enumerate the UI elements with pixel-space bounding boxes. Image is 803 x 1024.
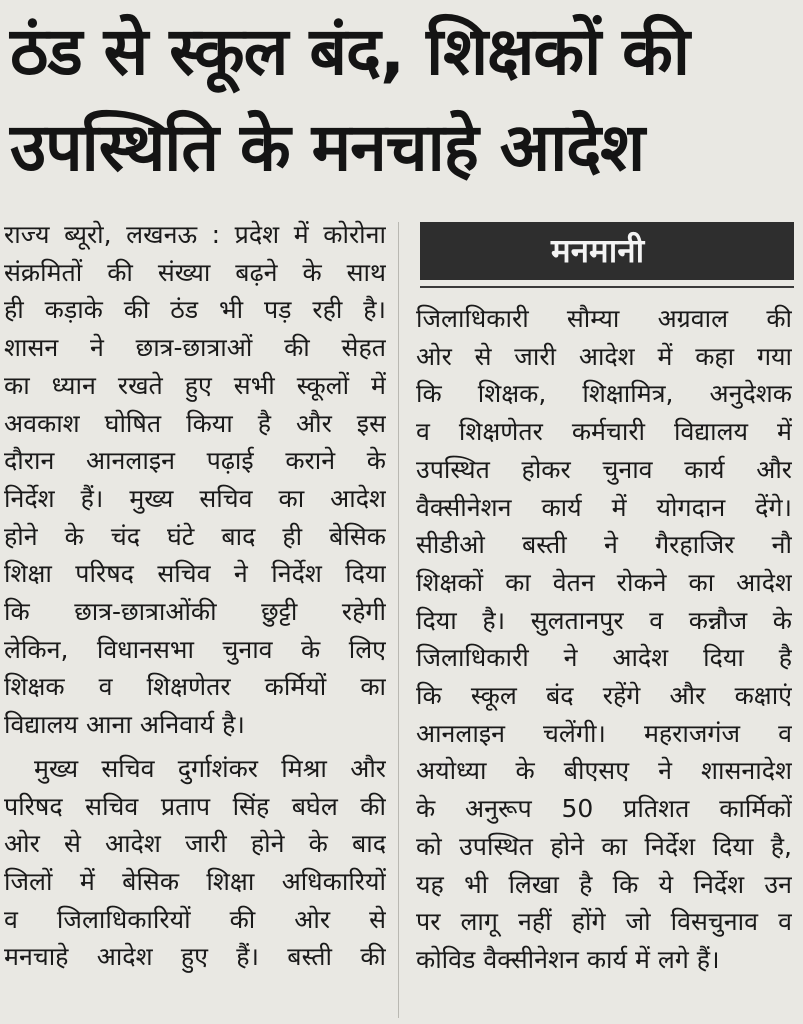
text-line: शिक्षकों का वेतन रोकने का आदेश — [416, 567, 792, 597]
text-line: वैक्सीनेशन कार्य में योगदान देंगे। — [416, 492, 792, 522]
text-line: राज्य ब्यूरो, लखनऊ : प्रदेश में कोरोना — [4, 220, 386, 249]
text-line: को उपस्थित होने का निर्देश दिया है, — [416, 831, 792, 861]
text-line: ओर से आदेश जारी होने के बाद — [4, 829, 386, 859]
text-line: कोविड वैक्सीनेशन कार्य में लगे हैं। — [416, 944, 720, 974]
text-line: व जिलाधिकारियों की ओर से — [4, 904, 386, 934]
text-line: जिलाधिकारी सौम्या अग्रवाल की — [416, 304, 792, 333]
text-line: निर्देश हैं। मुख्य सचिव का आदेश — [4, 483, 386, 513]
text-line: के अनुरूप 50 प्रतिशत कार्मिकों — [416, 794, 792, 824]
text-line: का ध्यान रखते हुए सभी स्कूलों में — [4, 370, 386, 400]
text-line: ओर से जारी आदेश में कहा गया — [416, 341, 792, 371]
text-line: कि छात्र-छात्राओंकी छुट्टी रहेगी — [4, 597, 386, 627]
text-line: संक्रमितों की संख्या बढ़ने के साथ — [4, 257, 386, 287]
text-line: कि स्कूल बंद रहेंगे और कक्षाएं — [416, 681, 792, 711]
text-line: आनलाइन चलेंगी। महराजगंज व — [416, 718, 792, 748]
text-line: शिक्षा परिषद सचिव ने निर्देश दिया — [4, 559, 386, 589]
text-line: शिक्षक व शिक्षणेतर कर्मियों का — [4, 672, 386, 702]
sidebar-label-rule — [420, 286, 794, 288]
text-line: शासन ने छात्र-छात्राओं की सेहत — [4, 333, 386, 363]
column-divider — [398, 222, 399, 1018]
left-column — [4, 216, 386, 976]
text-line: होने के चंद घंटे बाद ही बेसिक — [4, 521, 386, 551]
paragraph-2 — [4, 750, 386, 976]
headline-line-2: उपस्थिति के मनचाहे आदेश — [10, 109, 645, 186]
headline-line-1: ठंड से स्कूल बंद, शिक्षकों की — [10, 13, 689, 90]
text-line: पर लागू नहीं होंगे जो विसचुनाव व — [416, 907, 792, 937]
text-line: उपस्थित होकर चुनाव कार्य और — [416, 454, 792, 484]
text-line: मुख्य सचिव दुर्गाशंकर मिश्रा और — [34, 753, 386, 783]
text-line: लेकिन, विधानसभा चुनाव के लिए — [4, 634, 386, 664]
text-line: कि शिक्षक, शिक्षामित्र, अनुदेशक — [416, 379, 792, 409]
text-line: विद्यालय आना अनिवार्य है। — [4, 710, 245, 740]
text-line: दौरान आनलाइन पढ़ाई कराने के — [4, 446, 386, 476]
text-line: ही कड़ाके की ठंड भी पड़ रही है। — [4, 295, 386, 325]
text-line: यह भी लिखा है कि ये निर्देश उन — [416, 869, 792, 899]
text-line: अवकाश घोषित किया है और इस — [4, 408, 386, 438]
text-line: दिया है। सुलतानपुर व कन्नौज के — [416, 605, 792, 635]
text-line: जिलों में बेसिक शिक्षा अधिकारियों — [4, 866, 386, 896]
text-line: अयोध्या के बीएसए ने शासनादेश — [416, 756, 792, 786]
text-line: परिषद सचिव प्रताप सिंह बघेल की — [4, 791, 386, 821]
text-line: व शिक्षणेतर कर्मचारी विद्यालय में — [416, 417, 792, 447]
sidebar-label: मनमानी — [545, 226, 650, 276]
text-line: मनचाहे आदेश हुए हैं। बस्ती की — [4, 942, 386, 972]
paragraph-1 — [4, 216, 386, 744]
text-line: सीडीओ बस्ती ने गैरहाजिर नौ — [416, 530, 792, 560]
headline — [10, 4, 795, 196]
right-column — [416, 300, 792, 979]
text-line: जिलाधिकारी ने आदेश दिया है — [416, 643, 792, 673]
